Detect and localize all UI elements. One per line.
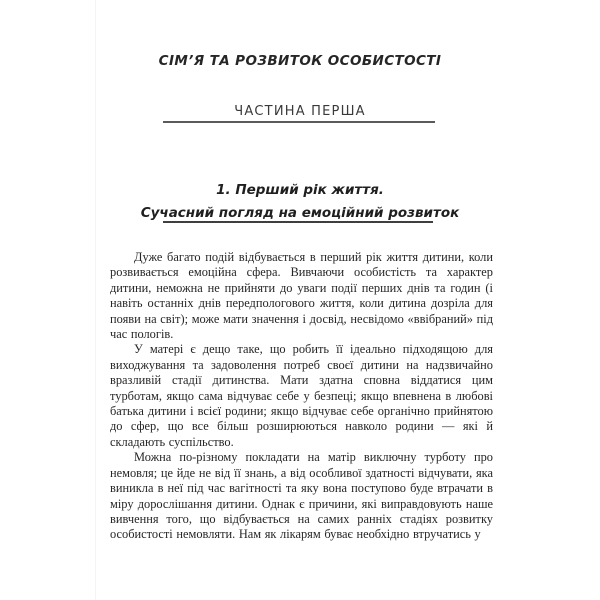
paragraph: У матері є дещо таке, що робить її ідеально підходящою для виходжування та задоволення потреб своєї дитини на надзвичайно вразливій стадії дитинства. Мати здатна сповна віддатися цим турботам, якщо сама відчуває себе у безпеці; якщо впевнена в любові батька дитини і всієї родини; якщо відчуває себе органічно прийнятою до сфер, що все більш розширюються навколо родини — які й складають суспільство. — [110, 342, 493, 449]
chapter-title-line2: Сучасний погляд на емоційний розвиток — [140, 205, 460, 221]
body-text — [110, 250, 493, 543]
paragraph: Дуже багато подій відбувається в перший рік життя дитини, коли розвивається емоційна сфера. Вивчаючи особистість та характер дитини, неможна не прийняти до уваги події перших днів та годин (і навіть останніх днів передпологового життя, коли дитина дозріла для появи на світ); може мати значення і досвід, несвідомо «ввібраний» під час пологів. — [110, 250, 493, 342]
chapter-title — [0, 179, 600, 225]
part-heading-divider — [163, 121, 435, 123]
book-title: СІМ’Я ТА РОЗВИТОК ОСОБИСТОСТІ — [158, 53, 442, 69]
part-heading: ЧАСТИНА ПЕРША — [234, 104, 366, 119]
scan-page-edge — [95, 0, 96, 600]
paragraph: Можна по-різному покладати на матір виключну турботу про немовля; це йде не від її знань, а від особливої здатності відчувати, яка виникла в неї під час вагітності та яку вона поступово буде втрачати в міру дорослішання дитини. Однак є причини, які виправдовують наше вивчення того, що відбувається на самих ранніх стадіях розвитку особистості немовляти. Нам як лікарям буває необхідно втручатись у — [110, 450, 493, 542]
chapter-title-line1: 1. Перший рік життя. — [216, 182, 384, 198]
chapter-title-divider — [163, 221, 433, 223]
